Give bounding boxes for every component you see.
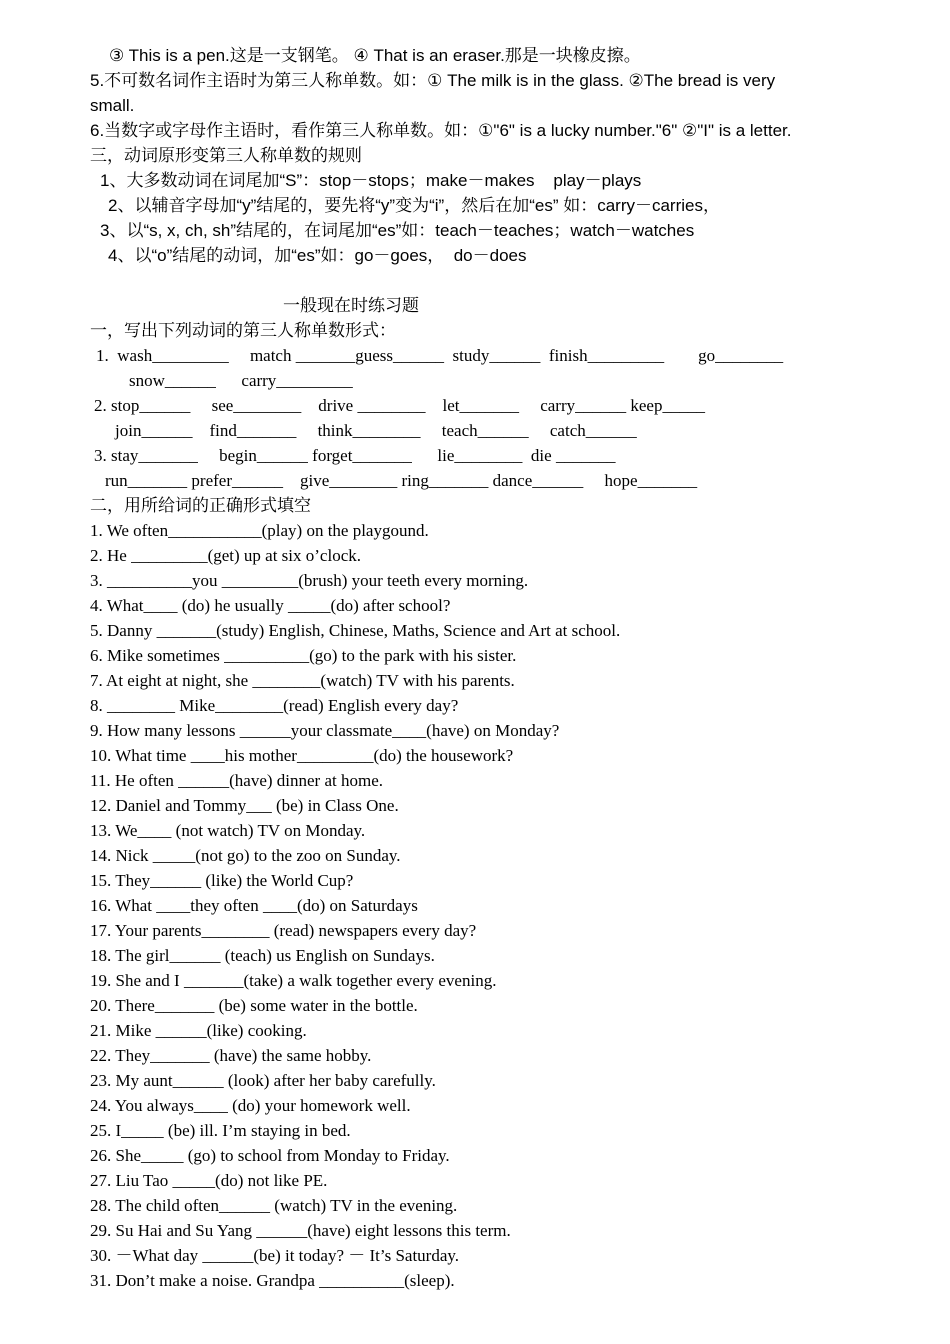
sentence-item: 13. We____ (not watch) TV on Monday.: [90, 821, 366, 840]
verb-list-line: 2. stop______ see________ drive ________ let_______ carry______ keep_____: [94, 396, 705, 415]
verb-list-line: join______ find_______ think________ teach______ catch______: [115, 421, 637, 440]
sentence-item: 27. Liu Tao _____(do) not like PE.: [90, 1171, 328, 1190]
sentence-item: 26. She_____ (go) to school from Monday to Friday.: [90, 1146, 450, 1165]
rule-5-continued: small.: [90, 96, 135, 115]
sentence-item: 10. What time ____his mother_________(do) the housework?: [90, 746, 514, 765]
sentence-item: 19. She and I _______(take) a walk together every evening.: [90, 971, 497, 990]
sentence-item: 4. What____ (do) he usually _____(do) after school?: [90, 596, 451, 615]
sentence-item: 25. I_____ (be) ill. I’m staying in bed.: [90, 1121, 351, 1140]
exercise-title: 一般现在时练习题: [283, 296, 419, 315]
part-1-title: 一，写出下列动词的第三人称单数形式：: [90, 321, 396, 340]
verb-list-line: 3. stay_______ begin______ forget_______ lie________ die _______: [94, 446, 616, 465]
rule-5: 5.不可数名词作主语时为第三人称单数。如：① The milk is in the glass. ②The bread is very: [90, 71, 776, 90]
sentence-item: 23. My aunt______ (look) after her baby carefully.: [90, 1071, 436, 1090]
sentence-item: 18. The girl______ (teach) us English on Sundays.: [90, 946, 435, 965]
sentence-item: 14. Nick _____(not go) to the zoo on Sunday.: [90, 846, 401, 865]
verb-list-line: 1. wash_________ match _______guess______ study______ finish_________ go________: [96, 346, 784, 365]
sentence-item: 29. Su Hai and Su Yang ______(have) eight lessons this term.: [90, 1221, 511, 1240]
verb-rule-3: 3、以“s, x, ch, sh”结尾的，在词尾加“es”如：teach－teaches；watch－watches: [100, 221, 695, 240]
verb-rule-1: 1、大多数动词在词尾加“S”：stop－stops；make－makes play－plays: [100, 171, 642, 190]
sentence-item: 11. He often ______(have) dinner at home.: [90, 771, 384, 790]
sentence-item: 16. What ____they often ____(do) on Saturdays: [90, 896, 418, 915]
sentence-item: 30. －What day ______(be) it today? － It’s Saturday.: [90, 1246, 460, 1265]
sentence-item: 17. Your parents________ (read) newspapers every day?: [90, 921, 477, 940]
sentence-item: 1. We often___________(play) on the playgound.: [90, 521, 429, 540]
verb-rule-4: 4、以“o”结尾的动词，加“es”如：go－goes， do－does: [108, 246, 527, 265]
rule-examples-3-4: ③ This is a pen.这是一支钢笔。 ④ That is an eraser.那是一块橡皮擦。: [109, 46, 641, 65]
section-3-title: 三，动词原形变第三人称单数的规则: [90, 146, 362, 165]
verb-list-line: run_______ prefer______ give________ ring_______ dance______ hope_______: [105, 471, 698, 490]
sentence-item: 20. There_______ (be) some water in the bottle.: [90, 996, 418, 1015]
sentence-item: 3. __________you _________(brush) your teeth every morning.: [90, 571, 529, 590]
sentence-item: 31. Don’t make a noise. Grandpa __________(sleep).: [90, 1271, 455, 1290]
sentence-item: 22. They_______ (have) the same hobby.: [90, 1046, 372, 1065]
sentence-item: 6. Mike sometimes __________(go) to the park with his sister.: [90, 646, 517, 665]
sentence-item: 9. How many lessons ______your classmate____(have) on Monday?: [90, 721, 560, 740]
sentence-item: 15. They______ (like) the World Cup?: [90, 871, 354, 890]
sentence-item: 7. At eight at night, she ________(watch) TV with his parents.: [90, 671, 515, 690]
sentence-item: 21. Mike ______(like) cooking.: [90, 1021, 307, 1040]
sentence-item: 28. The child often______ (watch) TV in the evening.: [90, 1196, 458, 1215]
part-2-title: 二，用所给词的正确形式填空: [90, 496, 311, 515]
rule-6: 6.当数字或字母作主语时，看作第三人称单数。如：①"6" is a lucky number."6" ②"I" is a letter.: [90, 121, 792, 140]
sentence-item: 5. Danny _______(study) English, Chinese, Maths, Science and Art at school.: [90, 621, 621, 640]
sentence-item: 8. ________ Mike________(read) English every day?: [90, 696, 459, 715]
verb-rule-2: 2、以辅音字母加“y”结尾的，要先将“y”变为“i”，然后在加“es” 如：carry－carries，: [108, 196, 720, 215]
sentence-item: 12. Daniel and Tommy___ (be) in Class One.: [90, 796, 399, 815]
sentence-item: 2. He _________(get) up at six o’clock.: [90, 546, 361, 565]
verb-list-line: snow______ carry_________: [129, 371, 353, 390]
sentence-item: 24. You always____ (do) your homework well.: [90, 1096, 411, 1115]
